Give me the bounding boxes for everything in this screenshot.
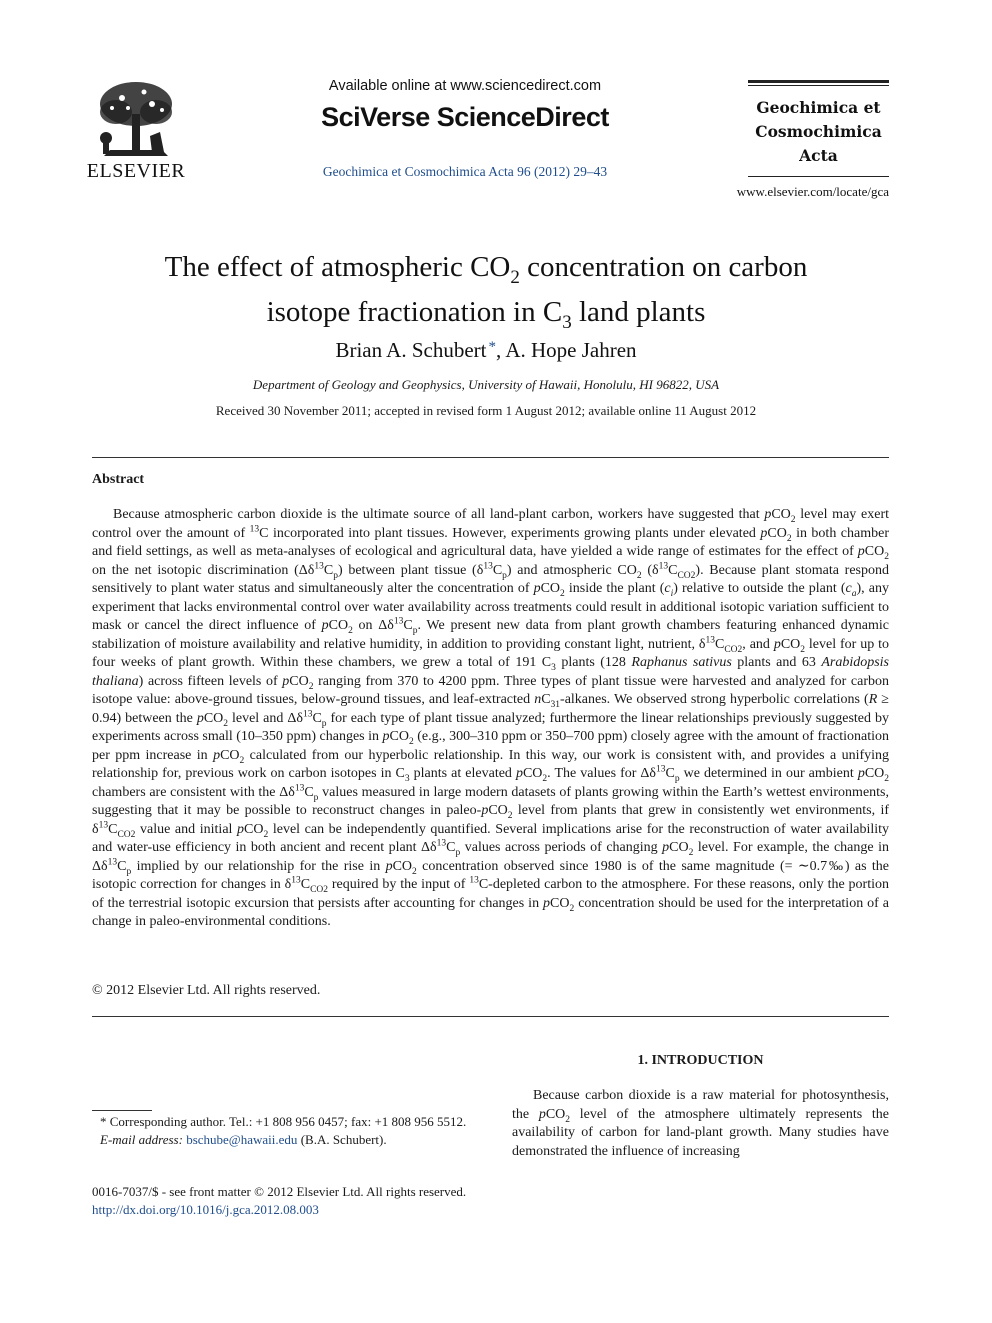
- section-heading: 1. INTRODUCTION: [637, 1053, 764, 1068]
- affiliation: Department of Geology and Geophysics, University of Hawaii, Honolulu, HI 96822, USA: [252, 377, 720, 392]
- journal-url[interactable]: www.elsevier.com/locate/gca: [736, 184, 889, 199]
- title-line-1: The effect of atmospheric $CO_2$ concentration on carbon: [164, 251, 808, 288]
- abstract-text: Because atmospheric carbon dioxide is the ultimate source of all land-plant carbon, workers have suggested that pCO$_2$ level may exert control over the amount of $^{13}$C incorporated into plant tissues. However, experiments growing plants under elevated pCO$_2$ in both chamber and field settings, as well as meta-analyses of ecological and agricultural data, have yielded a wide range of estimates for the effect of pCO$_2$ on the net isotopic discrimination $(\Delta\delta^{13}C_p)$ between plant tissue $(\delta^{13}C_p)$ and atmospheric $CO_2$ $(\delta^{13}C_{CO2})$. Because plant stomata respond sensitively to plant water status and simultaneously alter the concentration of pCO$_2$ inside the plant $(c_i)$ relative to outside the plant $(c_a)$, any experiment that lacks environmental control over water availability across treatments could result in additional isotopic variation sufficient to mask or cancel the direct influence of pCO$_2$ on $\Delta\delta^{13}C_p$. We present new data from plant growth chambers featuring enhanced dynamic stabilization of moisture availability and relative humidity, in addition to providing constant light, nutrient, $\delta^{13}C_{CO2}$, and pCO$_2$ level for up to four weeks of plant growth. Within these chambers, we grew a total of 191 $C_3$ plants (128 Raphanus sativus plants and 63 Arabidopsis thaliana) across fifteen levels of pCO$_2$ ranging from 370 to 4200 ppm. Three types of plant tissue were harvested and analyzed for carbon isotope value: above-ground tissues, below-ground tissues, and leaf-extracted $nC_{31}$-alkanes. We observed strong hyperbolic correlations (R ≥ 0.94) between the pCO$_2$ level and $\Delta\delta^{13}C_p$ for each type of plant tissue analyzed; furthermore the linear relationships previously suggested by experiments across small (10–350 ppm) changes in pCO$_2$ (e.g., 300–310 ppm or 350–700 ppm) closely agree with the amount of fractionation per ppm increase in pCO$_2$ calculated from our hyperbolic relationship. In this way, our work is consistent with, and provides a unifying relationship for, previous work on carbon isotopes in $C_3$ plants at elevated pCO$_2$. The values for $\Delta\delta^{13}C_p$ we determined in our ambient pCO$_2$ chambers are consistent with the $\Delta\delta^{13}C_p$ values measured in large modern datasets of plants growing within the Earth’s wettest environments, suggesting that it may be possible to reconstruct changes in paleo-pCO$_2$ level from plants that grew in consistently wet environments, if $\delta^{13}C_{CO2}$ value and initial pCO$_2$ level can be independently quantified. Several implications arise for the reconstruction of water availability and water-use efficiency in both ancient and recent plant $\Delta\delta^{13}C_p$ values across periods of changing pCO$_2$ level. For example, the change in $\Delta\delta^{13}C_p$ implied by our relationship for the rise in pCO$_2$ concentration observed since 1980 is of the same magnitude (= ∼0.7‰) as the isotopic correction for changes in $\delta^{13}C_{CO2}$ required by the input of $^{13}$C-depleted carbon to the atmosphere. For these reasons, only the portion of the terrestrial isotopic excursion that persists after accounting for changes in pCO$_2$ concentration should be used for the interpretation of a change in paleo-environmental conditions.: [92, 507, 890, 929]
- platform-brand[interactable]: SciVerse ScienceDirect: [321, 102, 609, 132]
- email-label: E-mail address:: [100, 1131, 183, 1147]
- available-online-text[interactable]: Available online at www.sciencedirect.com: [328, 78, 602, 94]
- author-list: [96, 338, 876, 363]
- email-line: [92, 1131, 478, 1149]
- abstract-heading: Abstract: [92, 472, 145, 487]
- elsevier-tree-icon: [92, 78, 180, 160]
- publisher-name: ELSEVIER: [86, 160, 186, 182]
- copyright-notice: © 2012 Elsevier Ltd. All rights reserved.: [92, 983, 321, 998]
- journal-citation-link[interactable]: Geochimica et Cosmochimica Acta 96 (2012) 29–43: [322, 164, 608, 179]
- divider: [92, 1016, 889, 1017]
- corresponding-author-note: * Corresponding author. Tel.: +1 808 956 0457; fax: +1 808 956 5512.: [100, 1114, 467, 1129]
- issn-line: 0016-7037/$ - see front matter © 2012 Elsevier Ltd. All rights reserved.: [92, 1184, 467, 1199]
- journal-box-bottom-rule: [748, 176, 889, 177]
- email-link[interactable]: bschube@hawaii.edu: [186, 1131, 298, 1147]
- journal-title-line: Acta: [799, 146, 838, 165]
- footnote-rule: [92, 1110, 152, 1111]
- journal-title: [742, 96, 895, 168]
- divider: [92, 457, 889, 458]
- publisher-logo: [86, 78, 186, 184]
- corresponding-author-marker[interactable]: *: [488, 339, 496, 355]
- introduction-text: Because carbon dioxide is a raw material for photosynthesis, the pCO$_2$ level of the atmosphere ultimately represents the availability of carbon for land-plant growth. Many studies have demonstrated the influence of increasing: [512, 1088, 890, 1159]
- issn-block: [92, 1183, 512, 1218]
- footnote: [92, 1113, 478, 1148]
- author-name: Brian A. Schubert: [335, 338, 487, 362]
- author-name: , A. Hope Jahren: [496, 338, 637, 362]
- title-line-2: isotope fractionation in $C_3$ land plants: [266, 295, 706, 333]
- journal-box-top-rule-thin: [748, 85, 889, 86]
- journal-title-line: Geochimica et: [756, 98, 881, 117]
- email-owner: (B.A. Schubert).: [300, 1131, 387, 1147]
- doi-link[interactable]: http://dx.doi.org/10.1016/j.gca.2012.08.003: [92, 1201, 319, 1217]
- article-history: Received 30 November 2011; accepted in revised form 1 August 2012; available online 11 August 2012: [215, 403, 757, 418]
- journal-title-line: Cosmochimica: [755, 122, 882, 141]
- article-title: [96, 250, 876, 340]
- journal-box-top-rule: [748, 80, 889, 83]
